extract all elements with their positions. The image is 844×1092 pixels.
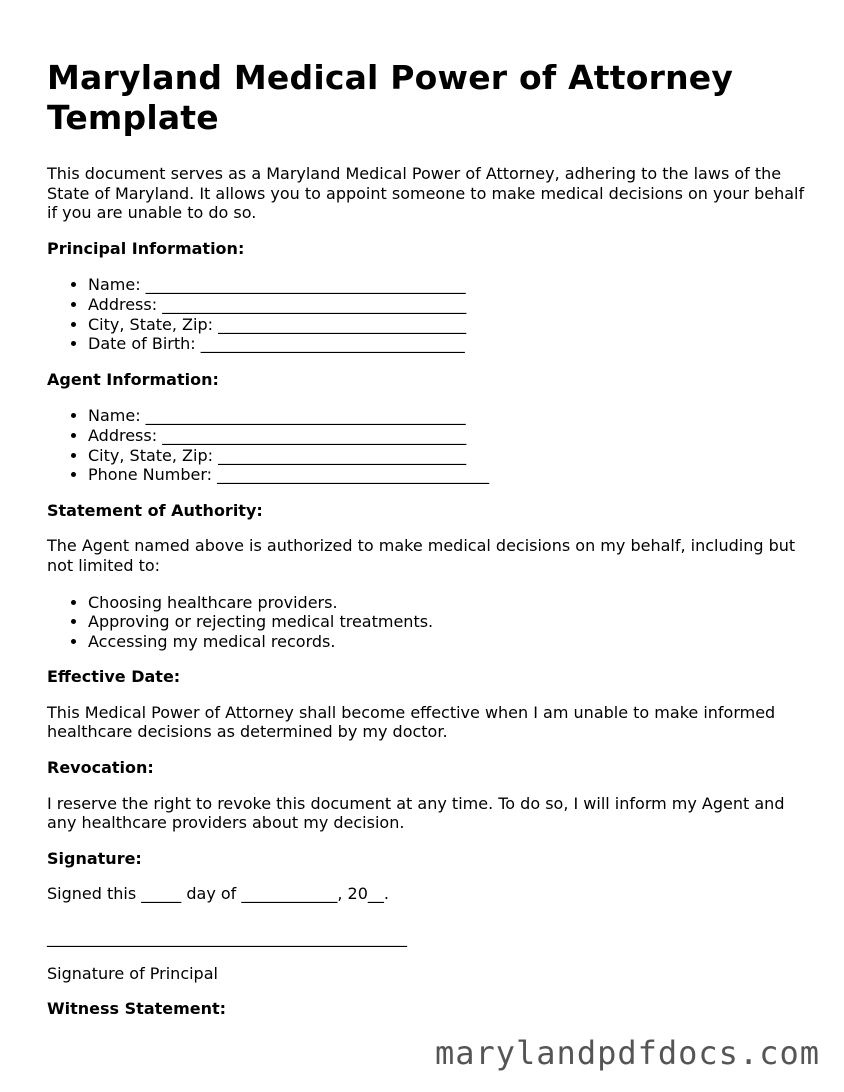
agent-phone-field[interactable]: • Phone Number: __________________________________ xyxy=(88,465,807,485)
signed-date-line[interactable]: Signed this _____ day of ____________, 20__. xyxy=(47,884,389,904)
principal-dob-field[interactable]: • Date of Birth: _________________________________ xyxy=(88,334,807,354)
revocation-heading: Revocation: xyxy=(47,758,154,778)
authority-heading: Statement of Authority: xyxy=(47,500,263,520)
signature-line[interactable]: _____________________________________________ xyxy=(47,928,407,948)
authority-list xyxy=(47,593,807,652)
revocation-text: I reserve the right to revoke this document at any time. To do so, I will inform my Agent and any healthcare providers about my decision. xyxy=(47,793,785,833)
list-item: • Choosing healthcare providers. xyxy=(88,593,807,613)
principal-heading: Principal Information: xyxy=(47,238,245,258)
list-item: • Approving or rejecting medical treatments. xyxy=(88,612,807,632)
page-title: Maryland Medical Power of Attorney Template xyxy=(47,58,734,137)
witness-heading: Witness Statement: xyxy=(47,999,227,1019)
principal-address-field[interactable]: • Address: ______________________________________ xyxy=(88,295,807,315)
signature-heading: Signature: xyxy=(47,848,142,868)
effective-heading: Effective Date: xyxy=(47,667,181,687)
agent-city-field[interactable]: • City, State, Zip: _______________________________ xyxy=(88,446,807,466)
agent-name-field[interactable]: • Name: ________________________________________ xyxy=(88,406,807,426)
document xyxy=(47,58,807,1019)
agent-list xyxy=(47,406,807,484)
principal-list xyxy=(47,275,807,353)
list-item: • Accessing my medical records. xyxy=(88,632,807,652)
principal-name-field[interactable]: • Name: ________________________________________ xyxy=(88,275,807,295)
intro-paragraph: This document serves as a Maryland Medical Power of Attorney, adhering to the laws of the State of Maryland. It allows you to appoint someone to make medical decisions on your behalf if you are unable to do so. xyxy=(47,164,805,223)
agent-heading: Agent Information: xyxy=(47,369,219,389)
principal-city-field[interactable]: • City, State, Zip: _______________________________ xyxy=(88,315,807,335)
agent-address-field[interactable]: • Address: ______________________________________ xyxy=(88,426,807,446)
watermark: marylandpdfdocs.com xyxy=(434,1034,820,1072)
signature-label: Signature of Principal xyxy=(47,963,218,983)
effective-text: This Medical Power of Attorney shall become effective when I am unable to make informed healthcare decisions as determined by my doctor. xyxy=(47,702,776,742)
authority-text: The Agent named above is authorized to make medical decisions on my behalf, including but not limited to: xyxy=(47,536,796,575)
